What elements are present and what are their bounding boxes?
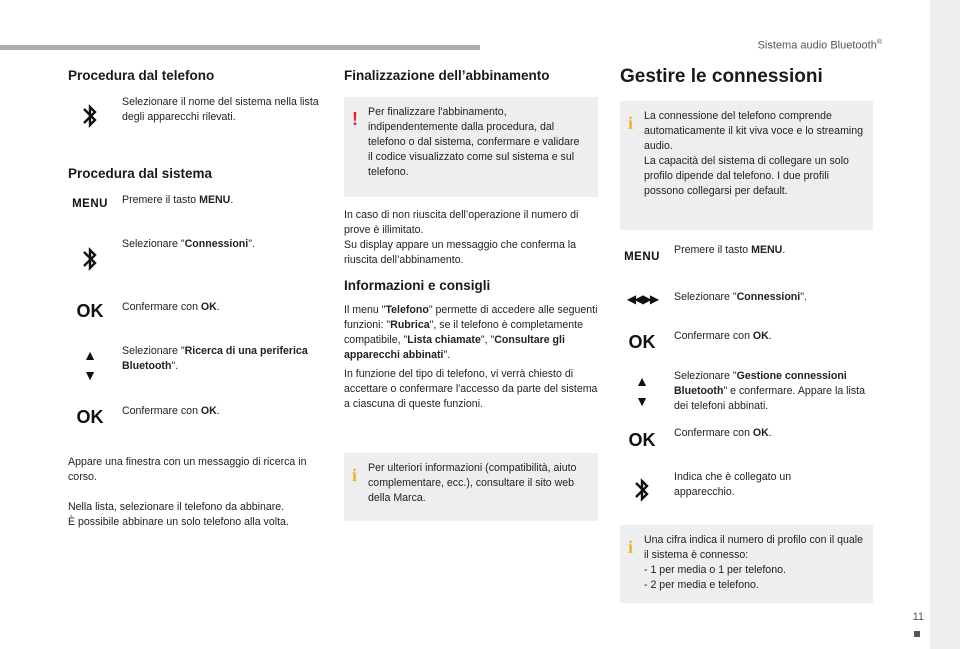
heading-manage-connections: Gestire le connessioni [620,66,823,87]
heading-procedure-phone: Procedura dal telefono [68,68,215,83]
warning-icon: ! [352,109,358,129]
ok-key-icon: OK [628,332,656,352]
manage-step-6: Indica che è collegato un apparecchio. [674,471,792,498]
phone-type-paragraph: In funzione del tipo di telefono, vi verrà chiesto di accettare o confermare l'accesso da parte del sistema a ciascuna di queste funzioni. [344,368,598,410]
page-header-title: Sistema audio Bluetooth® [757,39,882,52]
footer-square-mark [914,631,920,637]
bluetooth-icon [68,243,112,280]
manage-step-3: Confermare con OK. [674,330,772,342]
heading-info-tips: Informazioni e consigli [344,278,491,293]
ok-key-icon: OK [76,301,104,321]
info-box-connections [620,101,873,230]
page-number: 11 [912,611,924,623]
system-step-2: Selezionare "Connessioni". [122,238,255,250]
header-rule [0,45,480,50]
system-step-5: Confermare con OK. [122,405,220,417]
retry-paragraph: In caso di non riuscita dell’operazione il numero di prove è illimitato. Su display appare un messaggio che conferma la riuscita dell’abbinamento. [344,209,579,266]
system-step-1: Premere il tasto MENU. [122,194,234,206]
prev-next-arrows-icon: ◀◀ ▶▶ [626,292,658,306]
menu-key-icon: MENU [624,251,660,263]
bluetooth-icon [68,100,112,137]
manage-step-5: Confermare con OK. [674,427,772,439]
info-text-connections: La connessione del telefono comprende automaticamente il kit viva voce e lo streaming audio. La capacità del sistema di collegare un solo profilo dipende dal telefono. I due profili possono collegarsi per default. [644,110,864,197]
ok-key-icon: OK [628,430,656,450]
warning-box [344,97,598,197]
info-text-profile: Una cifra indica il numero di profilo con il quale il sistema è connesso: - 1 per media o 1 per telefono. - 2 per media e telefono. [644,534,864,591]
info-icon: i [628,537,634,557]
up-down-arrows-icon: ▲ ▼ [635,373,649,409]
ok-key-icon: OK [76,407,104,427]
info-box [344,453,598,521]
phone-menu-paragraph: Il menu "Telefono" permette di accedere alle seguenti funzioni: "Rubrica", se il telefono è completamente compatibile, "Lista chiamate", "Consultare gli apparecchi abbinati". [344,304,598,361]
heading-procedure-system: Procedura dal sistema [68,166,213,181]
system-step-4: Selezionare "Ricerca di una periferica Bluetooth". [122,345,308,372]
warning-text: Per finalizzare l'abbinamento, indipendentemente dalla procedura, dal telefono o dal sistema, confermare e validare il codice visualizzato come sul sistema e sul telefono. [368,106,580,178]
heading-finalize-pairing: Finalizzazione dell’abbinamento [344,68,550,83]
side-margin-bar [930,0,960,649]
info-icon: i [352,465,358,485]
pairing-note-paragraph: Nella lista, selezionare il telefono da abbinare. È possibile abbinare un solo telefono alla volta. [68,501,289,528]
info-icon: i [628,113,634,133]
info-text: Per ulteriori informazioni (compatibilità, aiuto complementare, ecc.), consultare il sito web della Marca. [368,462,577,504]
up-down-arrows-icon: ▲ ▼ [83,347,97,383]
system-step-3: Confermare con OK. [122,301,220,313]
manage-step-4: Selezionare "Gestione connessioni Bluetooth" e confermare. Appare la lista dei telefoni abbinati. [674,370,865,412]
menu-key-icon: MENU [72,198,108,210]
bluetooth-icon [620,474,664,511]
manage-step-2: Selezionare "Connessioni". [674,291,807,303]
phone-step-text: Selezionare il nome del sistema nella lista degli apparecchi rilevati. [122,96,319,123]
search-message-paragraph: Appare una finestra con un messaggio di ricerca in corso. [68,456,307,483]
manage-step-1: Premere il tasto MENU. [674,244,786,256]
info-box-profile [620,525,873,603]
